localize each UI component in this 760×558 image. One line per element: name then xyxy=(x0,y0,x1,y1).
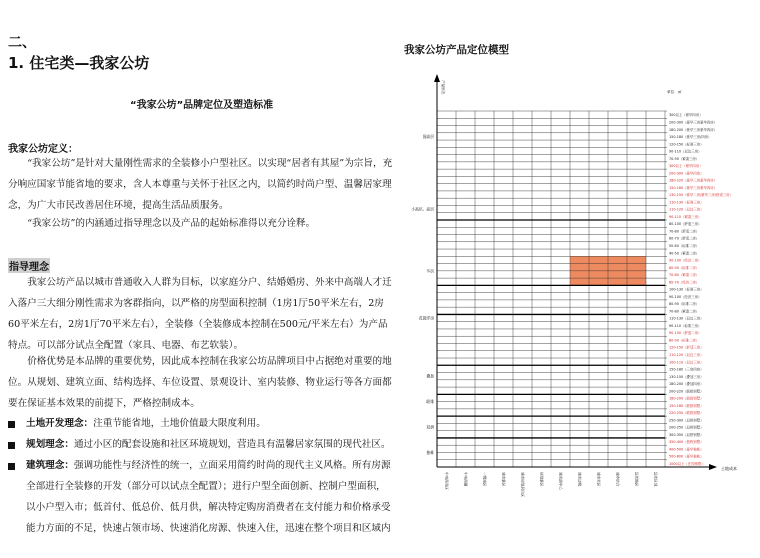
row-label: 180-200（豪华三房豪华四房） xyxy=(669,127,718,132)
y-group-label: 小高层、高层 xyxy=(411,206,434,212)
row-label: 90-100（舒适二房） xyxy=(669,331,702,336)
row-label: 300-350（双拼别墅） xyxy=(669,432,704,437)
row-label: 150-180（联排别墅） xyxy=(669,403,704,408)
row-label: 130-150（豪华二房/豪华三房/舒适三房） xyxy=(669,193,733,198)
row-label: 300以上（豪华四房） xyxy=(669,113,703,118)
definition-paragraph: “我家公坊”是针对大量刚性需求的全装修小户型社区。以实现“居者有其屋”为宗旨，充分响应国家节能省地的要求，含人本尊重与关怀于社区之内，以简约时尚户型、温馨居家理念，为广大市民改善居住环境，提高生活品质服务。 xyxy=(8,158,393,211)
list-item xyxy=(8,413,394,434)
y-axis-label: 产品形态 xyxy=(441,80,445,95)
row-label: 110-130（标准三房） xyxy=(669,200,704,205)
section-number: 二、 xyxy=(8,35,36,51)
chart-svg xyxy=(400,62,760,558)
definition-heading: 我家公坊定义： xyxy=(8,144,78,155)
row-label: 1000以上（庄园别墅） xyxy=(669,461,705,466)
row-label: 80-90（标准二房） xyxy=(669,265,700,270)
row-label: 50-60（标准二房） xyxy=(669,244,700,249)
row-label: 110-130（双边三房） xyxy=(669,316,704,321)
row-label: 70-90（紧凑三房） xyxy=(669,156,700,161)
row-label: 220-250（联排别墅） xyxy=(669,411,704,416)
row-label: 100-110（双边三房） xyxy=(669,360,704,365)
row-label: 70-80（紧凑二房） xyxy=(669,273,700,278)
row-label: 150-180（豪华三房/四房） xyxy=(669,135,712,140)
guide-paragraph: 我家公坊产品以城市普通收入人群为目标，以家庭分户、结婚婚房、外来中高端人才迁入落户三大细分刚性需求为客群指向，以严格的房型面积控制（1房1厅50平米左右，2房60平米左右，2房1厅70平米左右），全装修（全装修成本控制在500元/平米左右）为产品特点。可以部分试点全配置（家具、电器、布艺软装）。 xyxy=(8,277,392,351)
section-title: 1. 住宅类—我家公坊 xyxy=(8,54,150,72)
list-item xyxy=(8,434,394,455)
list-item-label: 土地开发理念： xyxy=(26,418,94,429)
x-category-label: 城市规划居住区 xyxy=(520,472,525,498)
row-label: 300以上（豪华四房） xyxy=(669,164,703,169)
row-label: 70-80（紧凑二房） xyxy=(669,309,700,314)
row-label: 350-400（独栋别墅） xyxy=(669,440,704,445)
row-label: 120-150（舒适三房） xyxy=(669,345,704,350)
row-label: 60-70（经济二房） xyxy=(669,280,700,285)
row-label: 200-300（豪华三房豪华四房） xyxy=(669,120,718,125)
row-label: 180-200（联排别墅） xyxy=(669,396,704,401)
row-label: 90-100（经济二房） xyxy=(669,258,702,263)
row-label: 150-180（豪华三房豪华四房） xyxy=(669,185,718,190)
row-label: 130-150（叠加三房） xyxy=(669,374,704,379)
row-label: 80-90（标准二房） xyxy=(669,302,700,307)
y-group-label: 联排 xyxy=(426,399,434,405)
row-label: 500-800（豪华独栋） xyxy=(669,454,704,459)
y-group-label: 多层 xyxy=(426,268,434,274)
bullet-square-icon xyxy=(8,463,15,470)
x-category-label: 城市边缘 xyxy=(577,472,582,487)
row-label: 70-80（舒适二房） xyxy=(669,229,700,234)
price-paragraph: 价格优势是本品牌的重要优势，因此成本控制在我家公坊品牌项目中占据绝对重要的地位。从规划、建筑立面、结构选择、车位设置、景观设计、室内装修、物业运行等各方面都要在保证基本效果的前提下，严格控制成本。 xyxy=(8,356,392,409)
list-item xyxy=(8,455,394,539)
row-label: 120-150（标准三房） xyxy=(669,142,704,147)
row-label: 110-120（双边三房） xyxy=(669,207,704,212)
x-category-label: 城乡结合 xyxy=(615,472,620,487)
x-category-label: 一级城区 xyxy=(482,472,487,487)
x-category-label: 远郊地区 xyxy=(634,472,639,487)
y-group-label: 国高层 xyxy=(422,133,434,139)
row-label: 200-220（联排别墅） xyxy=(669,389,704,394)
x-category-label: 远郊区域 xyxy=(653,472,658,487)
x-category-label: 城市新区 xyxy=(501,472,506,487)
row-label: 100-130（标准三房） xyxy=(669,287,704,292)
x-category-label: 城市郊区 xyxy=(596,472,601,487)
document-title: “我家公坊”品牌定位及塑造标准 xyxy=(130,100,274,111)
y-unit-label: 单位：㎡ xyxy=(667,90,682,94)
product-positioning-chart xyxy=(400,62,760,558)
chart-title: 我家公坊产品定位模型 xyxy=(404,44,509,56)
y-group-label: 独栋 xyxy=(426,449,434,455)
definition-paragraph-2: “我家公坊”的内涵通过指导理念以及产品的起始标准得以充分诠释。 xyxy=(27,218,316,229)
list-item-label: 规划理念： xyxy=(26,439,74,450)
x-category-label: 城市副中心 xyxy=(558,472,563,490)
concept-list xyxy=(8,413,394,539)
row-label: 400-500（豪华独栋） xyxy=(669,447,704,452)
row-label: 250-300（双拼别墅） xyxy=(669,418,704,423)
x-category-label: 规划新区 xyxy=(539,472,544,487)
row-label: 110-120（双边三房） xyxy=(669,352,704,357)
row-label: 150-180（三房四房） xyxy=(669,367,704,372)
x-category-label: 中央商圈 xyxy=(463,472,468,487)
y-group-label: 叠加 xyxy=(426,373,434,379)
row-label: 80-100（舒适三房） xyxy=(669,222,702,227)
row-label: 80-90（标准二房） xyxy=(669,338,700,343)
y-group-label: 花园洋房 xyxy=(418,315,434,321)
bullet-square-icon xyxy=(8,442,15,449)
row-label: 200-250（双拼别墅） xyxy=(669,425,704,430)
row-label: 180-220（豪华三房豪华四房） xyxy=(669,178,718,183)
y-axis-arrow-icon xyxy=(434,74,440,82)
row-label: 90-110（双边三房） xyxy=(669,149,702,154)
row-label: 90-100（经济三房） xyxy=(669,294,702,299)
list-item-text: 强调功能性与经济性的统一，立面采用简约时尚的现代主义风格。所有房源全部进行全装修的开发（部分可以试点全配置）；进行户型全面创新、控制户型面积，以小户型入市；低首付、低总价、低月供，解决特定购房消费者在支付能力和价格承受能力方面的不足，快速占领市场、快速消化房源、快速入住，迅速在整个项目和区域内 xyxy=(26,460,391,534)
list-item-text: 注重节能省地，土地价值最大限度利用。 xyxy=(93,418,266,429)
x-axis-arrow-icon xyxy=(709,464,717,470)
row-label: 90-110（标准三房） xyxy=(669,323,702,328)
list-item-text: 通过小区的配套设施和社区环境规划，营造具有温馨居家氛围的现代社区。 xyxy=(73,439,391,450)
row-label: 40-50（紧凑二房） xyxy=(669,251,700,256)
x-axis-label: 土地成本 xyxy=(721,466,737,471)
row-label: 60-70（舒适二房） xyxy=(669,236,700,241)
row-label: 90-110（紧凑三房） xyxy=(669,214,702,219)
row-label: 200-300（豪华四房） xyxy=(669,171,704,176)
guide-heading: 指导理念 xyxy=(8,258,50,273)
bullet-square-icon xyxy=(8,421,15,428)
list-item-label: 建筑理念： xyxy=(26,460,74,471)
y-group-label: 双拼 xyxy=(426,424,434,430)
row-label: 180-200（叠加四房） xyxy=(669,382,704,387)
x-category-label: 中央商务区 xyxy=(444,472,449,490)
